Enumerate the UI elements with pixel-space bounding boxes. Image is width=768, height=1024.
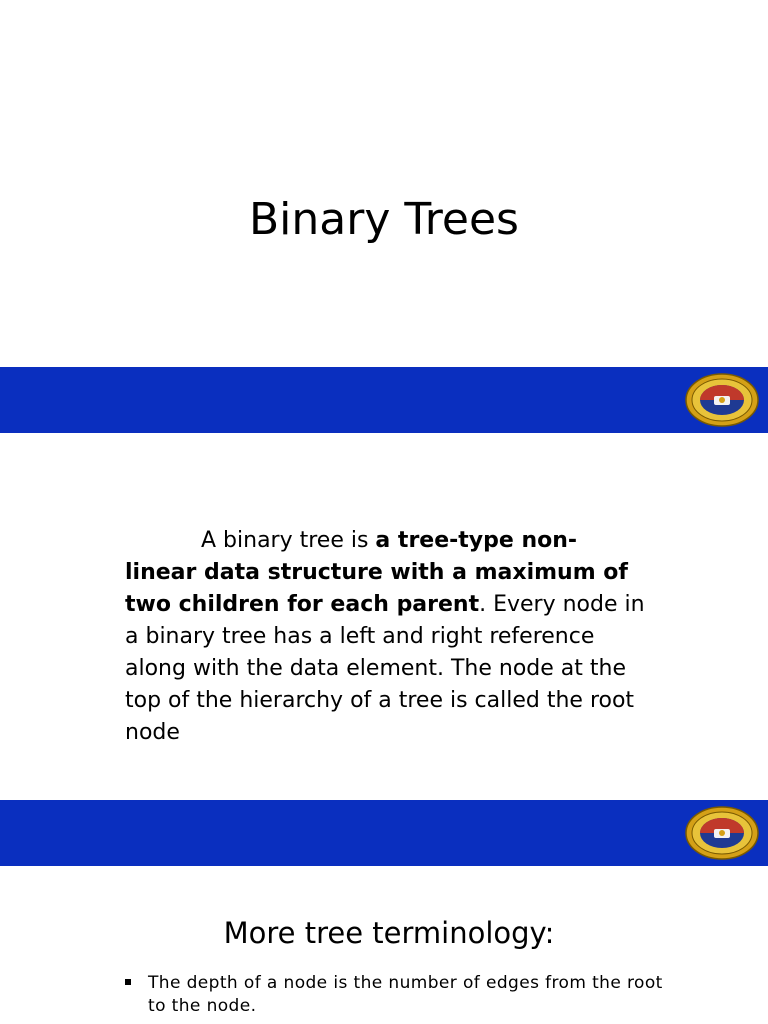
university-seal-icon: [684, 372, 760, 428]
definition-paragraph: [125, 525, 645, 749]
definition-intro: A binary tree is: [201, 528, 376, 553]
definition-rest: . Every node in a binary tree has a left and right reference along with the data element. The node at the top of the hierarchy of a tree is called the root node: [125, 592, 645, 745]
header-band: [0, 367, 768, 433]
bullet-text: The depth of a node is the number of edges from the root to the node.: [148, 973, 663, 1016]
terminology-list: [125, 972, 685, 1018]
slide-title: Binary Trees: [249, 194, 519, 245]
university-seal-icon: [684, 805, 760, 861]
definition-bold: a tree-type non-linear data structure with a maximum of two children for each parent: [125, 528, 628, 617]
terminology-heading: More tree terminology:: [223, 916, 555, 950]
bullet-icon: [125, 979, 131, 985]
list-item: [125, 972, 685, 1018]
section-band: [0, 800, 768, 866]
